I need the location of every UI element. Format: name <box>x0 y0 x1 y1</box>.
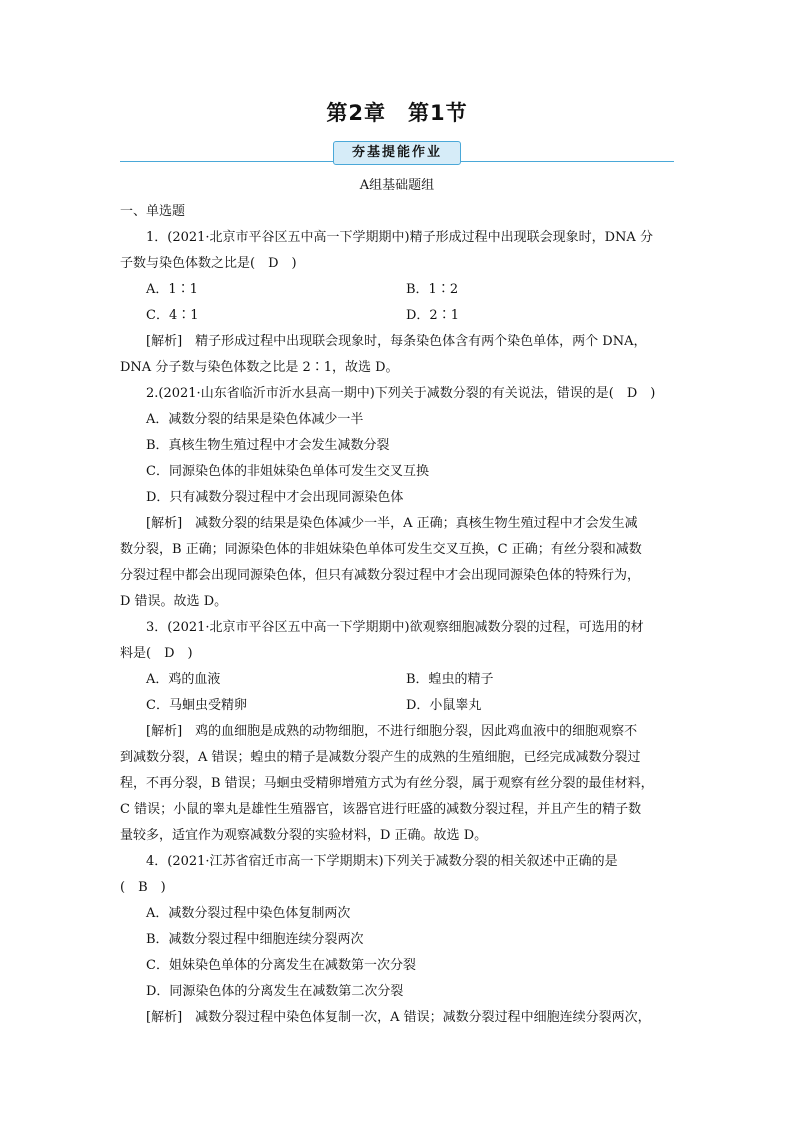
q2-explanation-line4: D 错误。故选 D。 <box>120 594 228 609</box>
q4-option-c: C．姐妹染色单体的分离发生在减数第一次分裂 <box>146 958 416 973</box>
q4-option-a: A．减数分裂过程中染色体复制两次 <box>146 906 351 921</box>
q2-option-d: D．只有减数分裂过程中才会出现同源染色体 <box>146 490 404 505</box>
q1-explanation-line2: DNA 分子数与染色体数之比是 2∶1，故选 D。 <box>120 360 399 375</box>
q3-option-a: A．鸡的血液 <box>146 672 221 687</box>
q1-explanation-line1: [解析] 精子形成过程中出现联会现象时，每条染色体含有两个染色单体，两个 DNA， <box>146 334 647 349</box>
page-title <box>0 97 794 127</box>
section-heading: 一、单选题 <box>120 204 186 219</box>
homework-banner: 夯基提能作业 <box>333 141 461 165</box>
q3-stem-line1: 3．(2021·北京市平谷区五中高一下学期期中)欲观察细胞减数分裂的过程，可选用的材 <box>146 620 644 635</box>
q1-option-c: C．4∶1 <box>146 308 199 323</box>
q3-explanation-line2: 到减数分裂，A 错误；蝗虫的精子是减数分裂产生的成熟的生殖细胞，已经完成减数分裂过 <box>120 750 641 765</box>
section-label: 第1节 <box>408 101 468 125</box>
q1-option-d: D．2∶1 <box>406 308 459 323</box>
q3-explanation-line3: 程，不再分裂，B 错误；马蛔虫受精卵增殖方式为有丝分裂，属于观察有丝分裂的最佳材料， <box>120 776 654 791</box>
q1-stem-line1: 1．(2021·北京市平谷区五中高一下学期期中)精子形成过程中出现联会现象时，DNA 分 <box>146 230 653 245</box>
q2-stem-line1: 2.(2021·山东省临沂市沂水县高一期中)下列关于减数分裂的有关说法，错误的是( D ) <box>146 386 656 401</box>
q4-stem-line1: 4．(2021·江苏省宿迁市高一下学期期末)下列关于减数分裂的相关叙述中正确的是 <box>146 854 618 869</box>
q3-option-b: B．蝗虫的精子 <box>406 672 494 687</box>
q2-explanation-line2: 数分裂，B 正确；同源染色体的非姐妹染色单体可发生交叉互换，C 正确；有丝分裂和减数 <box>120 542 642 557</box>
q2-explanation-line3: 分裂过程中都会出现同源染色体，但只有减数分裂过程中才会出现同源染色体的特殊行为， <box>120 568 641 583</box>
q2-option-b: B．真核生物生殖过程中才会发生减数分裂 <box>146 438 390 453</box>
group-title: A组基础题组 <box>359 178 435 193</box>
q2-option-c: C．同源染色体的非姐妹染色单体可发生交叉互换 <box>146 464 429 479</box>
q3-option-c: C．马蛔虫受精卵 <box>146 698 247 713</box>
chapter-label: 第2章 <box>326 101 386 125</box>
q3-stem-line2: 料是( D ) <box>120 646 193 661</box>
q3-explanation-line5: 量较多，适宜作为观察减数分裂的实验材料，D 正确。故选 D。 <box>120 828 488 843</box>
q1-stem-line2: 子数与染色体数之比是( D ) <box>120 256 297 271</box>
q4-stem-line2: ( B ) <box>120 880 166 895</box>
q2-option-a: A．减数分裂的结果是染色体减少一半 <box>146 412 364 427</box>
q3-explanation-line4: C 错误；小鼠的睾丸是雄性生殖器官，该器官进行旺盛的减数分裂过程，并且产生的精子数 <box>120 802 642 817</box>
q1-option-a: A．1∶1 <box>146 282 198 297</box>
q1-option-b: B．1∶2 <box>406 282 459 297</box>
q4-option-b: B．减数分裂过程中细胞连续分裂两次 <box>146 932 364 947</box>
q4-option-d: D．同源染色体的分离发生在减数第二次分裂 <box>146 984 404 999</box>
q3-option-d: D．小鼠睾丸 <box>406 698 482 713</box>
q4-explanation-line1: [解析] 减数分裂过程中染色体复制一次，A 错误；减数分裂过程中细胞连续分裂两次， <box>146 1010 651 1025</box>
q3-explanation-line1: [解析] 鸡的血细胞是成熟的动物细胞，不进行细胞分裂，因此鸡血液中的细胞观察不 <box>146 724 638 739</box>
q2-explanation-line1: [解析] 减数分裂的结果是染色体减少一半，A 正确；真核生物生殖过程中才会发生减 <box>146 516 638 531</box>
